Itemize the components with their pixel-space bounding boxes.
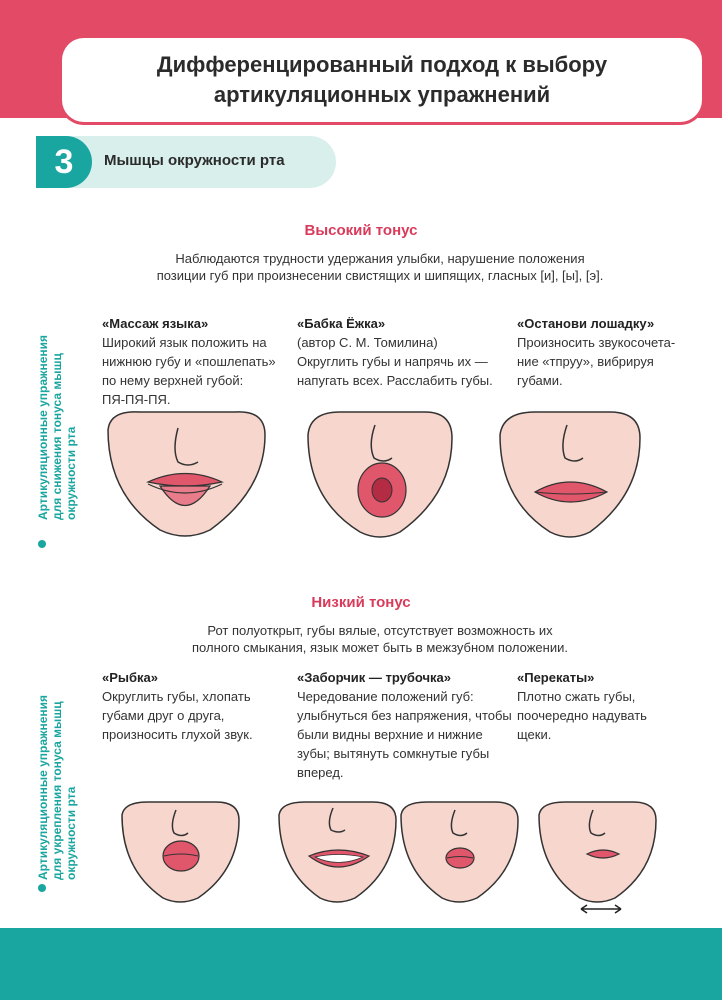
exercise-line: вперед. — [297, 765, 344, 780]
high-tone-desc-line-1: Наблюдаются трудности удержания улыбки, нарушение положения — [175, 251, 585, 266]
title-line-2: артикуляционных упражнений — [213, 82, 551, 107]
face-smile-teeth-illustration — [275, 800, 400, 905]
exercise-name: «Заборчик — трубочка» — [297, 670, 451, 685]
low-side-line-1: Артикуляционные упражнения — [36, 694, 50, 880]
page-title — [62, 38, 702, 122]
footer-band — [0, 928, 722, 1000]
exercise-name: «Рыбка» — [102, 670, 158, 685]
exercise-line: (автор С. М. Томилина) — [297, 335, 438, 350]
high-side-line-2: для снижения тонуса мышц — [50, 353, 64, 520]
exercise-line: нижнюю губу и «пошлепать» — [102, 354, 276, 369]
exercise-rolls — [517, 668, 707, 744]
exercise-line: были видны верхние и нижние — [297, 727, 483, 742]
face-fish-illustration — [118, 800, 243, 905]
exercise-name: «Перекаты» — [517, 670, 595, 685]
exercise-line: ние «тпруу», вибрируя — [517, 354, 654, 369]
exercise-line: по нему верхней губой: — [102, 373, 244, 388]
title-line-1: Дифференцированный подход к выбору — [156, 52, 608, 77]
exercise-name: «Массаж языка» — [102, 316, 209, 331]
face-tongue-out-illustration — [100, 410, 270, 540]
low-side-line-3: окружности рта — [64, 786, 78, 880]
low-tone-desc-line-2: полного смыкания, язык может быть в межзубном положении. — [192, 640, 568, 655]
bullet-dot-icon — [38, 884, 46, 892]
exercise-line: Произносить звукосочета- — [517, 335, 676, 350]
exercise-line: Округлить губы и напрячь их — — [297, 354, 488, 369]
bullet-dot-icon — [38, 540, 46, 548]
exercise-fence-tube — [297, 668, 517, 782]
exercise-line: зубы; вытянуть сомкнутые губы — [297, 746, 490, 761]
exercise-fish — [102, 668, 302, 744]
exercise-line: губами друг о друга, — [102, 708, 225, 723]
exercise-line: Чередование положений губ: — [297, 689, 474, 704]
exercise-line: Округлить губы, хлопать — [102, 689, 251, 704]
high-tone-desc-line-2: позиции губ при произнесении свистящих и шипящих, гласных [и], [ы], [э]. — [156, 268, 604, 283]
exercise-line: произносить глухой звук. — [102, 727, 253, 742]
low-tone-heading: Низкий тонус — [311, 594, 411, 611]
exercise-line: Широкий язык положить на — [102, 335, 267, 350]
high-side-line-3: окружности рта — [64, 426, 78, 520]
exercise-line: Плотно сжать губы, — [517, 689, 636, 704]
exercise-line: щеки. — [517, 727, 552, 742]
high-tone-description — [120, 250, 640, 284]
section-number: 3 — [36, 136, 92, 188]
low-tone-description — [120, 622, 640, 656]
exercise-line: поочередно надувать — [517, 708, 647, 723]
high-tone-heading: Высокий тонус — [304, 222, 418, 239]
exercise-line: губами. — [517, 373, 563, 388]
exercise-massage — [102, 314, 302, 409]
low-tone-side-caption — [36, 680, 78, 880]
exercise-babka — [297, 314, 507, 390]
low-tone-desc-line-1: Рот полуоткрыт, губы вялые, отсутствует возможность их — [207, 623, 553, 638]
exercise-name: «Останови лошадку» — [517, 316, 655, 331]
face-round-lips-illustration — [300, 410, 460, 540]
exercise-name: «Бабка Ёжка» — [297, 316, 386, 331]
exercise-line: ПЯ-ПЯ-ПЯ. — [102, 392, 171, 407]
face-cheek-puff-illustration — [535, 800, 660, 905]
high-side-line-1: Артикуляционные упражнения — [36, 334, 50, 520]
face-lips-vibrate-illustration — [495, 410, 645, 540]
double-arrow-icon — [577, 904, 625, 914]
section-label: Мышцы окружности рта — [104, 152, 285, 169]
exercise-line: напугать всех. Расслабить губы. — [297, 373, 493, 388]
high-tone-side-caption — [36, 330, 78, 520]
exercise-horse — [517, 314, 707, 390]
low-side-line-2: для укрепления тонуса мышц — [50, 701, 64, 880]
face-tube-lips-illustration — [397, 800, 522, 905]
exercise-line: улыбнуться без напряжения, чтобы — [297, 708, 512, 723]
